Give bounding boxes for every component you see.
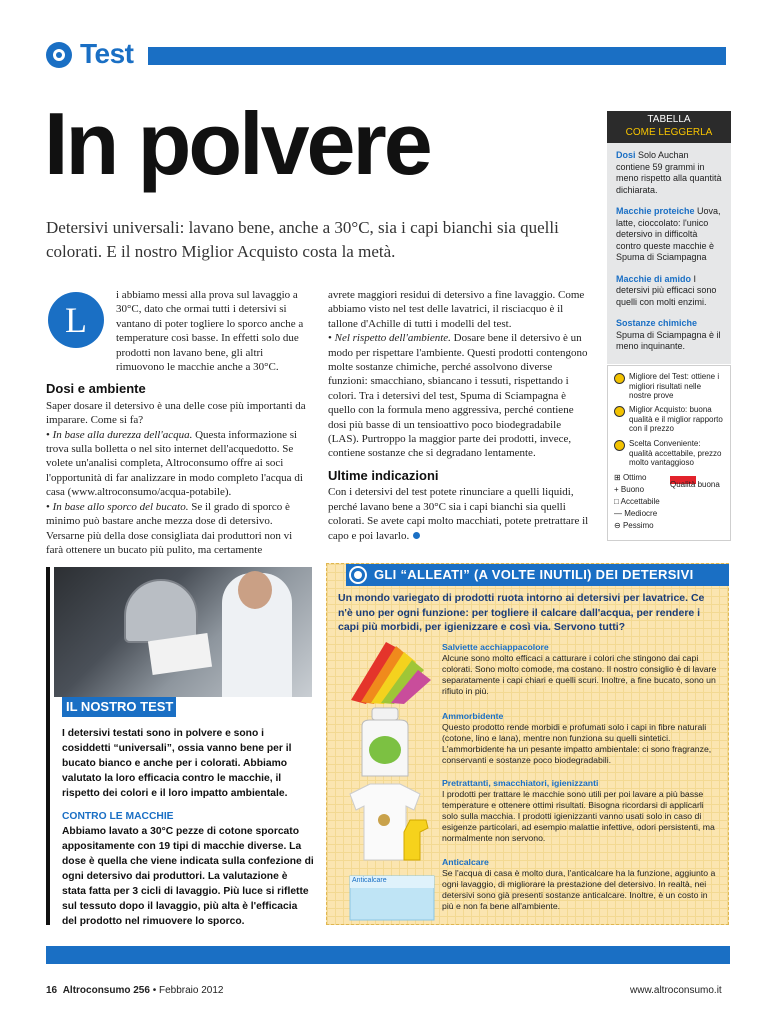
legend-best: Migliore del Test: ottiene i migliori risultati nelle nostre prove — [629, 372, 720, 400]
sidebar-item-proteiche: Macchie proteiche Uova, latte, cioccolato: l'unico detersivo in difficoltà contro queste macchie è Spuma di Sciampagna — [616, 206, 721, 262]
descaler-package-label: Anticalcare — [352, 877, 387, 884]
our-test-label: IL NOSTRO TEST — [62, 697, 176, 717]
best-seal-icon — [614, 373, 625, 384]
choice-seal-icon — [614, 440, 625, 451]
footer-bar — [46, 946, 730, 964]
section-label: Test — [80, 38, 134, 69]
legend-buy: Miglior Acquisto: buona qualità e il miglior rapporto con il prezzo — [629, 405, 723, 433]
heading-dosi: Dosi e ambiente — [46, 381, 146, 397]
rating-buono: + Buono — [614, 485, 645, 494]
allies-item-wipes: Salviette acchiappacolore Alcune sono molto efficaci a catturare i colori che stingono dai capi colorati. Sono molto comode, ma costano. Il nostro consiglio è di lavare separatamente i capi chiari e quelli scuri. Inoltre, a fine bucato, sono un rifiuto in più. — [442, 642, 717, 696]
sidebar-header: TABELLA COME LEGGERLA — [607, 111, 731, 143]
paragraph-last: Con i detersivi del test potete rinunciare a quelli liquidi, perché lavano bene a 30°C sia i capi bianchi sia quelli colorati. Se avete capi molto macchiati, potete pretrattare il capo e poi lavarlo. — [328, 486, 589, 542]
allies-item-descaler: Anticalcare Se l'acqua di casa è molto dura, l'anticalcare ha la funzione, aggiunto a ogni lavaggio, di migliorare la prestazione del detersivo. In realtà, nei detersivi sono già presenti sostanze anticalcare. Inoltre, è un costo in più e non fa bene all'ambiente. — [442, 857, 716, 911]
footer-url: www.altroconsumo.it — [630, 985, 722, 996]
sidebar-item-dosi: Dosi Solo Auchan contiene 59 grammi in meno rispetto alla quantità dichiarata. — [616, 150, 722, 195]
left-accent-bar — [46, 567, 50, 925]
rating-accettabile: □ Accettabile — [614, 497, 660, 506]
allies-item-softener: Ammorbidente Questo prodotto rende morbidi e profumati solo i capi in fibre naturali (cotone, lino e lana), mentre non funziona su quelli sintetici. L'ammorbidente ha un pesante impatto ambientale: ci sono fragranze, conservanti e sostanze poco biodegradabili. — [442, 711, 712, 765]
bullet-acqua: • In base alla durezza dell'acqua. Questa informazione si trova sulla bolletta o nel sito internet dell'acquedotto. Se volete un'analisi completa, Altroconsumo offre ai soci l'opportunità di far analizzare in modo completo l'acqua di casa (www.altroconsumo/acqua-potabile). — [46, 428, 303, 499]
rating-ottimo: ⊞ Ottimo — [614, 473, 647, 482]
lab-photo — [54, 567, 312, 697]
section-icon — [46, 42, 72, 68]
header-bar — [148, 47, 726, 65]
end-mark-icon — [413, 532, 420, 539]
color-wipes-icon — [346, 640, 436, 705]
our-test-subheading: CONTRO LE MACCHIE — [62, 811, 174, 822]
allies-title: GLI “ALLEATI” (A VOLTE INUTILI) DEI DETERSIVI — [374, 567, 694, 582]
bullet-sporco: • In base allo sporco del bucato. Se il grado di sporco è minimo può bastare anche mezza dose di detersivo. Versarne più della dose consigliata dai produttori non vi farà ottenere un bucato più pulito, ma certamente — [46, 500, 293, 556]
article-column-2 — [328, 288, 593, 543]
sidebar-box — [607, 143, 731, 364]
sidebar-item-amido: Macchie di amido I detersivi più efficaci sono quelli con molti enzimi. — [616, 273, 717, 307]
article-intro: i abbiamo messi alla prova sul lavaggio a 30°C, dato che ormai tutti i detersivi si vantano di poter togliere lo sporco anche a temperature così basse. In effetti solo due prodotti non lavano bene, gli altri rimuovono le macchie anche a 30°C. — [116, 289, 304, 374]
stain-remover-icon — [340, 780, 440, 864]
legend-choice: Scelta Conveniente: qualità accettabile, prezzo molto vantaggioso — [629, 439, 722, 467]
page-subtitle: Detersivi universali: lavano bene, anche a 30°C, sia i capi bianchi sia quelli colorati. E il nostro Miglior Acquisto costa la metà. — [46, 218, 559, 261]
paragraph: Saper dosare il detersivo è una delle cose più importanti da imparare. Come si fa? — [46, 399, 306, 427]
paragraph: avrete maggiori residui di detersivo a fine lavaggio. Come abbiamo visto nel test delle lavatrici, il risciacquo è il tallone d'Achille di tutti i modelli del test. — [328, 289, 585, 330]
section-icon — [349, 566, 367, 584]
heading-ultime: Ultime indicazioni — [328, 467, 439, 483]
article-column-1 — [46, 288, 312, 557]
buy-seal-icon — [614, 406, 625, 417]
footer-left: 16 Altroconsumo 256 • Febbraio 2012 — [46, 985, 224, 996]
page-title: In polvere — [44, 94, 430, 193]
drop-cap: L — [48, 292, 104, 348]
bullet-ambiente: • Nel rispetto dell'ambiente. Dosare bene il detersivo è un modo per rispettare l'ambiente. Questi prodotti contengono molte sostanze chimiche, perché assolvono diverse funzioni: smacchiano, sbiancano i tessuti, rispettando i colori. Tra i detersivi del test, Spuma di Sciampagna è quello con la formula meno aggressiva, perché contiene dosi più basse di un tensioattivo poco biodegradabile (LAS). Purtroppo la maggior parte dei prodotti, invece, contiene sostanze che si degradano lentamente. — [328, 332, 588, 460]
quality-label: Qualità buona — [670, 480, 720, 489]
softener-bottle-icon — [356, 706, 414, 780]
allies-lead: Un mondo variegato di prodotti ruota intorno ai detersivi per lavatrice. Ce n'è uno per ogni funzione: per togliere il calcare dall'acqua, per rendere i capi più morbidi, per igienizzare e così via. Servono tutti? — [338, 592, 705, 633]
legend-box — [607, 365, 731, 541]
our-test-text: I detersivi testati sono in polvere e sono i cosiddetti “universali”, ossia vanno bene per il bucato bianco e anche per i colorati. Abbiamo valutato la loro efficacia contro le macchie, il rispetto dei colori e il loro impatto ambientale. CONTRO LE MACCHIE Abbiamo lavato a 30°C pezze di cotone sporcato appositamente con 19 tipi di macchie diverse. La dose è quella che viene indicata sulla confezione di ogni detersivo dai produttori. La valutazione è stata fatta per 3 cicli di lavaggio. Più luce si riflette sul tessuto dopo il lavaggio, più alta è l'efficacia del prodotto nel rimuovere lo sporco. — [62, 728, 314, 927]
rating-pessimo: ⊖ Pessimo — [614, 521, 654, 530]
rating-mediocre: — Mediocre — [614, 509, 658, 518]
sidebar-item-chimiche: Sostanze chimiche Spuma di Sciampagna è il meno inquinante. — [616, 318, 721, 351]
allies-item-pretreat: Pretrattanti, smacchiatori, igienizzanti I prodotti per trattare le macchie sono utili per poi lavare a più basse temperature e ottenere ottimi risultati. Bisogna ricordarsi di applicarli solo sulla macchia. I prodotti igienizzanti vanno usati solo in caso di esigenze particolari, ad esempio malattie infettive, odori persistenti, ma normalmente non servono. — [442, 778, 715, 843]
